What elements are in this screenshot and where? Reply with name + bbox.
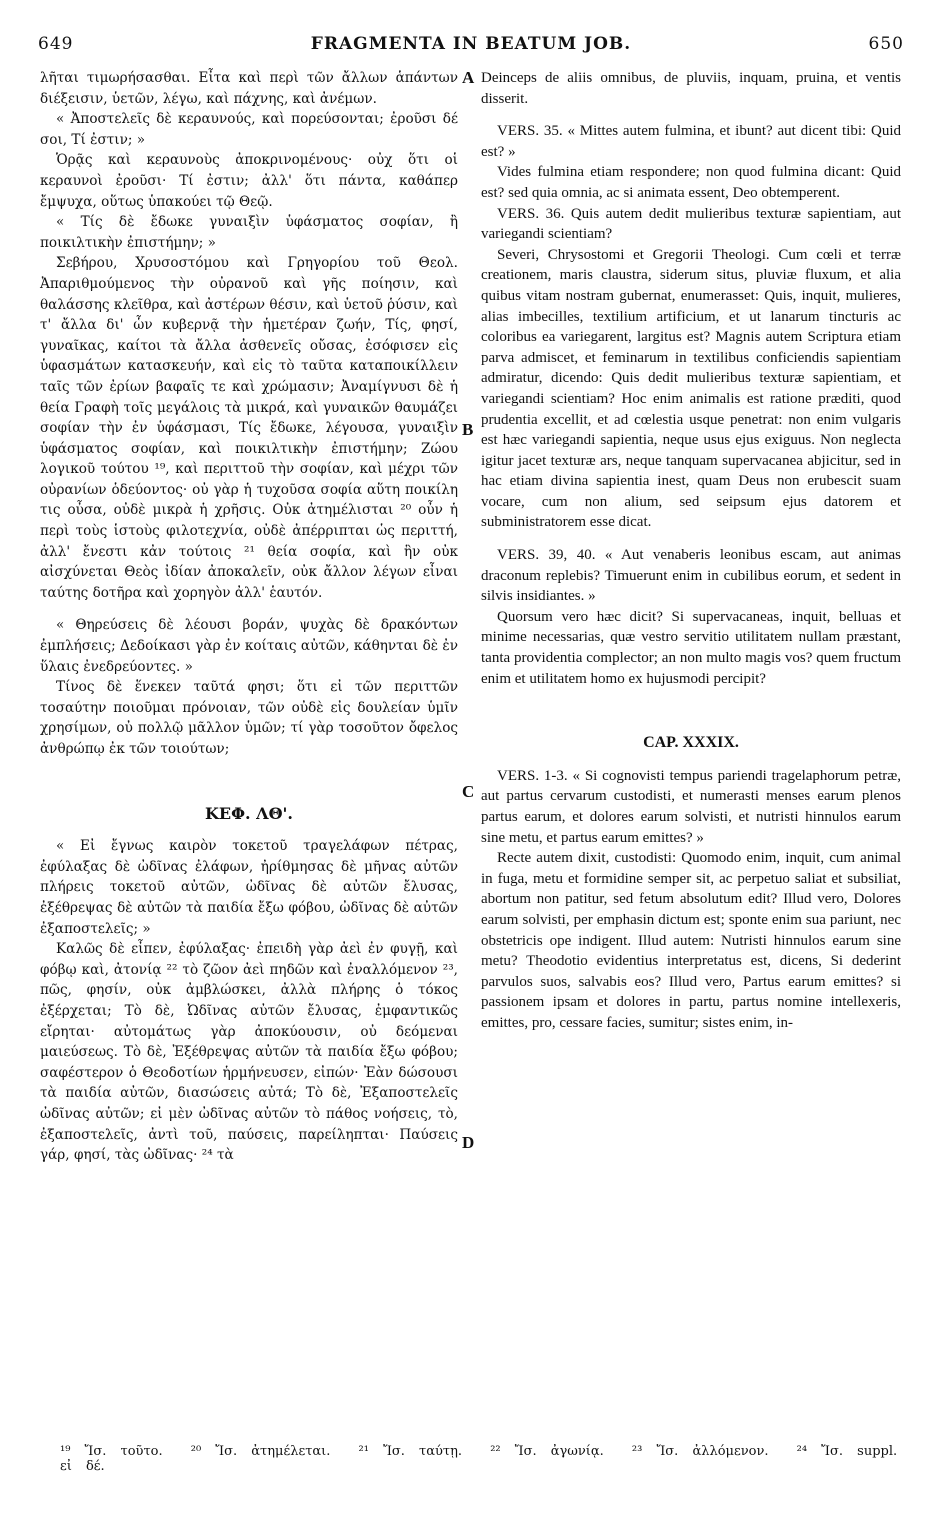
greek-verse: « Θηρεύσεις δὲ λέουσι βοράν, ψυχὰς δὲ δρακόντων ἐμπλήσεις; Δεδοίκασι γὰρ ἐν κοίταις αὐτῶν, κάθηνται δὲ ἐν ὕλαις ἐνεδρεύοντες. »: [40, 617, 458, 675]
margin-marker-d: D: [462, 1133, 475, 1152]
margin-marker-c: C: [462, 782, 475, 801]
greek-paragraph: Σεβήρου, Χρυσοστόμου καὶ Γρηγορίου τοῦ Θεολ. Ἀπαριθμούμενος τὴν οὐρανοῦ καὶ γῆς ποίησιν, καὶ θαλάσσης κλεῖθρα, καὶ ἀστέρων θέσιν, καὶ ὑετοῦ ῥύσιν, καὶ τ' ἄλλα δι' ὧν κυβερνᾷ τὴν ἡμετέραν ζωήν, Τίς, φησί, γυναῖκας, καίτοι τὰ ἄλλα ἀσθενεῖς οὔσας, ἐσόφισεν εἰς ὑφασμάτων κατασκευήν, καὶ εἰς τὸ ταῦτα καταποικίλλειν ταῖς τῶν ἐρίων βαφαῖς τε καὶ χρώμασιν; Ἀναμίγνυσι δὲ ἡ θεία Γραφὴ τοῖς μεγάλοις τὰ μικρά, καὶ γυναικῶν θαυμάζει σοφίαν τὴν ἐν ὑφάσμασι, Τίς ἔδωκε, λέγουσα, γυναιξὶν ὑφάσματος σοφίαν, καὶ ποικιλτικὴν ἐπιστήμην; Ζώου λογικοῦ τούτου ¹⁹, καὶ περιττοῦ τὴν σοφίαν, καὶ μέχρι τῶν οὐρανίων ὁδεύοντος· οὐ γὰρ ἡ τυχοῦσα σοφία αὕτη ποικίλη τις οὖσα, οὐδὲ μικρὰ ἡ χρῆσις. Οὐκ ἀτημέλισται ²⁰ οὖν ἡ περὶ τοὺς ἱστοὺς φιλοτεχνία, οὐδὲ ἀπέρριπται ὡς περιττή, ἀλλ' ἔνεστι κἀν τούτοις ²¹ θεία σοφία, καὶ ἣν οὐκ αἰσχύνεται Θεὸς ἰδίαν ἀποκαλεῖν, οὐκ ἄλλον λέγων εἶναι ταύτης δοτῆρα καὶ χορηγὸν ἀλλ' ἑαυτόν.: [40, 255, 458, 601]
greek-paragraph: Τίνος δὲ ἕνεκεν ταῦτά φησι; ὅτι εἰ τῶν περιττῶν τοσαύτην ποιοῦμαι πρόνοιαν, τῶν οὐδὲ εἰς δουλείαν ὑμῖν χρησίμων, οὐ πολλῷ μᾶλλον ὑμῶν; τί γὰρ τοσοῦτον ὄφελος ἀνθρώπῳ ἐκ τῶν τοιούτων;: [40, 679, 458, 757]
latin-paragraph: Quorsum vero hæc dicit? Si supervacaneas, inquit, belluas et minime necessarias, quæ vestro servitio utilitatem nullam præstant, tanta providentia complector; an non multo magis vos? quem fructum enim et utilitatem homo ex hujusmodi percipit?: [481, 608, 901, 687]
latin-verse: VERS. 35. « Mittes autem fulmina, et ibunt? aut dicent tibi: Quid est? »: [481, 123, 901, 160]
latin-paragraph: Recte autem dixit, custodisti: Quomodo enim, inquit, cum animal in fuga, metu et formidine semper sit, ac perpetuo saliat et subsiliat, abortum non patitur, sed fetum absolutum edit? Illud vero, Dolores earum solvisti, per emphasin dictum est; sponte enim sua pariunt, nec obstetricis ope indigent. Illud autem: Nutristi hinnulos earum sine metu? Theodotio evidentius interpretatus est, dicens, Si dederint parvulos suos, salvabis eos? Illud vero, Partus earum emittes? si passionem ipsam et dolores in partu, partus nomine intellexeris, emittes, pro, cessare facies, sumitur; sistes enim, in-: [481, 850, 901, 1031]
greek-verse: « Τίς δὲ ἔδωκε γυναιξὶν ὑφάσματος σοφίαν, ἢ ποικιλτικὴν ἐπιστήμην; »: [40, 214, 458, 251]
latin-verse: VERS. 39, 40. « Aut venaberis leonibus escam, aut animas draconum replebis? Timuerunt enim in cubilibus eorum, et sedent in silvis insidiantes. »: [481, 547, 901, 605]
footnote: ²² Ἴσ. ἀγωνίᾳ.: [490, 1444, 604, 1459]
running-header: [38, 34, 904, 60]
greek-paragraph: λῆται τιμωρήσασθαι. Εἶτα καὶ περὶ τῶν ἄλλων ἁπάντων διέξεισιν, ὑετῶν, λέγω, καὶ πάχνης, καὶ ἀνέμων.: [40, 70, 458, 107]
footnote: ¹⁹ Ἴσ. τοῦτο.: [60, 1444, 163, 1459]
latin-paragraph: Deinceps de aliis omnibus, de pluviis, inquam, pruina, et ventis disserit.: [481, 70, 901, 107]
latin-column: [481, 68, 901, 1034]
latin-verse: VERS. 36. Quis autem dedit mulieribus texturæ sapientiam, aut variegandi scientiam?: [481, 205, 901, 243]
greek-paragraph: Ὁρᾷς καὶ κεραυνοὺς ἀποκρινομένους· οὐχ ὅτι οἱ κεραυνοὶ ἐροῦσι· Τί ἐστιν; ἀλλ' ὅτι πάντα, καθάπερ ἔμψυχα, οὕτως ὑπακούει τῷ Θεῷ.: [40, 152, 458, 210]
footnote: ²³ Ἴσ. ἀλλόμενον.: [631, 1444, 769, 1459]
latin-paragraph: Vides fulmina etiam respondere; non quod fulmina dicant: Quid est? sed quia omnia, ac si animata essent, Deo obtemperent.: [481, 164, 901, 201]
footnotes: [60, 1444, 900, 1474]
footnote: ²⁴ Ἴσ. suppl. εἰ δέ.: [60, 1444, 898, 1474]
page-number-left: 649: [38, 34, 74, 54]
running-title: FRAGMENTA IN BEATUM JOB.: [310, 34, 632, 54]
page-number-right: 650: [868, 34, 904, 54]
margin-marker-a: A: [462, 68, 475, 87]
greek-verse: « Ἀποστελεῖς δὲ κεραυνούς, καὶ πορεύσονται; ἐροῦσι δέ σοι, Τί ἐστιν; »: [40, 111, 458, 148]
greek-paragraph: Καλῶς δὲ εἶπεν, ἐφύλαξας· ἐπειδὴ γὰρ ἀεὶ ἐν φυγῇ, καὶ φόβῳ καὶ, ἀτονίᾳ ²² τὸ ζῶον ἀεὶ πηδῶν καὶ ἐναλλόμενον ²³, πῶς, φησίν, οὐκ ἀμβλώσκει, ἀλλὰ πλήρης ὁ τόκος ἐξέρχεται; Τὸ δὲ, Ὠδῖνας αὐτῶν ἔλυσας, ἐμφαντικῶς εἴρηται· αὐτομάτως γὰρ ἀποκύουσιν, οὐ δεόμεναι μαιεύσεως. Τὸ δὲ, Ἐξέθρεψας αὐτῶν τὰ παιδία ἔξω φόβου; σαφέστερον ὁ Θεοδοτίων ἡρμήνευσεν, εἰπών· Ἐὰν δώσουσι τὰ παιδία αὐτῶν, διασώσεις αὐτά; Τὸ δὲ, Ἐξαποστελεῖς ὠδῖνας αὐτῶν; εἰ μὲν ὠδῖνας αὐτῶν τὸ πάθος νοήσεις, τὸ, ἐξαποστελεῖς, ἀντὶ τοῦ, παύσεις, παρείληπται· Παύσεις γάρ, φησί, τὰς ὠδῖνας· ²⁴ τὰ: [40, 941, 458, 1164]
greek-verse: « Εἰ ἔγνως καιρὸν τοκετοῦ τραγελάφων πέτρας, ἐφύλαξας δὲ ὠδῖνας ἐλάφων, ἠρίθμησας δὲ μῆνας αὐτῶν πλήρεις τοκετοῦ αὐτῶν, ὠδῖνας δὲ αὐτῶν ἔλυσας, ἐξέθρεψας δὲ αὐτῶν τὰ παιδία ἔξω φόβου, ὠδῖνας δὲ αὐτῶν ἐξαποστελεῖς; »: [40, 838, 458, 937]
greek-column: [40, 68, 458, 1166]
latin-chapter-heading: CAP. XXXIX.: [643, 734, 739, 752]
footnote: ²⁰ Ἴσ. ἀτημέλεται.: [190, 1444, 331, 1459]
greek-chapter-heading: ΚΕΦ. ΛΘ'.: [205, 803, 293, 823]
margin-marker-b: B: [462, 420, 474, 439]
latin-verse: VERS. 1-3. « Si cognovisti tempus pariendi tragelaphorum petræ, aut partus cervarum custodisti, et numerasti menses earum plenos partus earum, et dolores earum solvisti, et nutristi hinnulos earum sine metu, et partus earum emittes? »: [481, 767, 901, 846]
latin-paragraph: Severi, Chrysostomi et Gregorii Theologi. Cum cœli et terræ creationem, maris claustra, siderum situs, pluviæ fluxum, et alia quibus vitam nostram gubernat, enumerasset: Quis, inquit, mulieres, alias imbecilles, textilium artificium, et ut lanarum tincturis ac coloribus ea variegarent, largitus est? Magnis autem Scriptura etiam parva admiscet, et feminarum in textilibus conficiendis sapientiam admiratur, dicendo: Quis dedit mulieribus texturæ sapientiam, et variegandi scientiam? Hoc enim animalis est ratione præditi, quod prudentia excellit, et ad cœlestia usque penetrat: non enim vulgaris est hæc variegandi sapientia, neque usus ejus exiguus. Non neglecta igitur jacet texturæ ars, neque tanquam supervacanea abjicitur, sed in hac etiam divina sapientia inest, quam Deus non erubescit suam vocare, cum non alium, sed seipsum ejus datorem et subministratorem esse dicat.: [481, 246, 901, 531]
footnote: ²¹ Ἴσ. ταύτῃ.: [358, 1444, 463, 1459]
